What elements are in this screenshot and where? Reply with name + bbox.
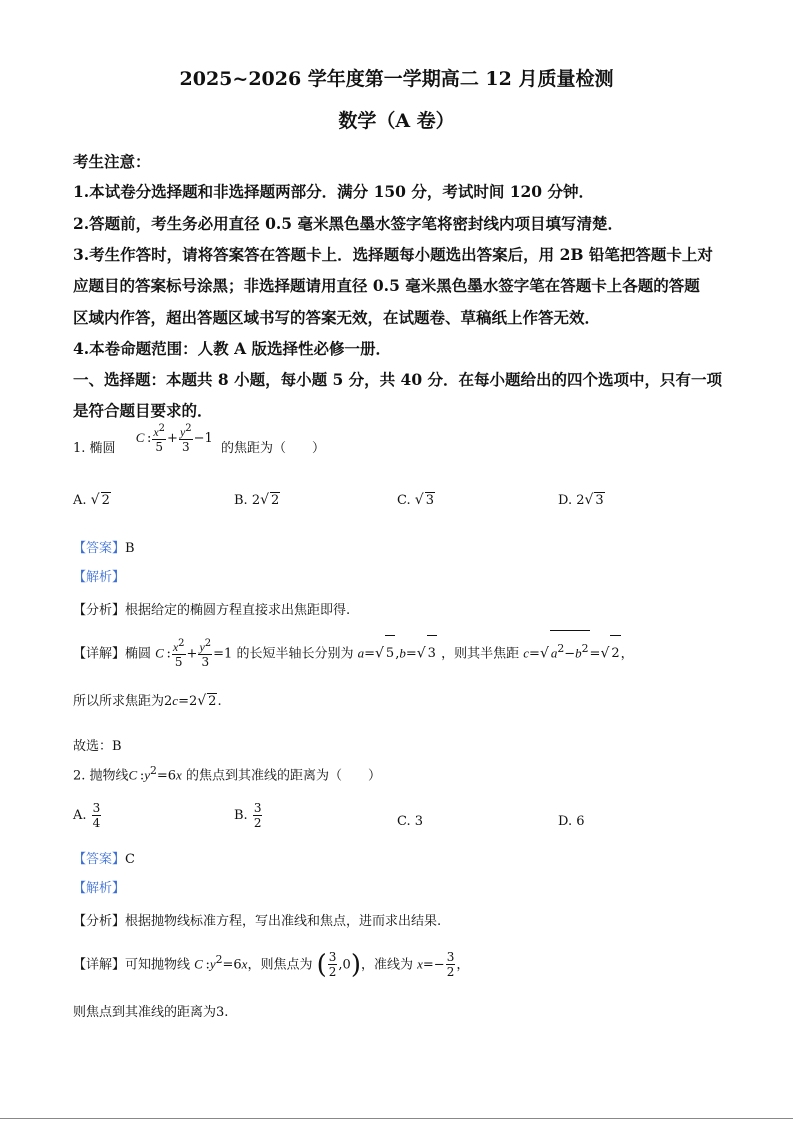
answer-tag: 【答案】 — [73, 852, 126, 867]
q1-fenxi: 【分析】根据给定的椭圆方程直接求出焦距即得. — [73, 603, 351, 618]
q2-option-a: A. $\frac{3}{4}$ — [73, 801, 101, 830]
q1-xiangjie: 【详解】椭圆 C : $\frac{x^2}{5}$ + $\frac{y^2}{3}$ =1 的长短半轴长分别为 a=√ 5,b=√ 3 ，则其半焦距 c=√ $a^2-b^2=√$ 2， — [73, 630, 634, 666]
q1-result: 所以所求焦距为2c=2√ 2. — [73, 693, 222, 709]
q2-option-d: D. 6 — [558, 814, 585, 829]
q1-suffix: 的焦距为（ ） — [220, 441, 325, 456]
notice-item-3-line-1: 3.考生作答时，请将答案答在答题卡上．选择题每小题选出答案后，用 2B 铅笔把答题卡上对 — [73, 245, 713, 264]
q1-stem — [73, 423, 325, 468]
q1-prefix: 1. 椭圆 — [73, 441, 116, 456]
q1-option-d: D. 2√ 3 — [558, 492, 604, 508]
q2-option-b: B. $\frac{3}{2}$ — [234, 801, 262, 830]
section-heading-line-1: 一、选择题：本题共 8 小题，每小题 5 分，共 40 分．在每小题给出的四个选项中，只有一项 — [73, 370, 723, 389]
q1-option-a: A. √ 2 — [73, 492, 110, 508]
notice-item-3-line-3: 区域内作答，超出答题区域书写的答案无效，在试题卷、草稿纸上作答无效． — [73, 308, 601, 327]
q2-xiangjie: 【详解】可知抛物线 C $:y^2=6x$，则焦点为 ( $\frac{3}{2}$ ,0)，准线为 x=− $\frac{3}{2}$ ， — [73, 949, 470, 980]
notice-item-3-line-2: 应题目的答案标号涂黑；非选择题请用直径 0.5 毫米黑色墨水签字笔在答题卡上各题的答题 — [73, 276, 700, 295]
q1-answer: 【答案】B — [73, 541, 135, 556]
answer-tag: 【答案】 — [73, 541, 126, 556]
q2-result: 则焦点到其准线的距离为3. — [73, 1005, 229, 1020]
q2-answer: 【答案】C — [73, 852, 135, 867]
notice-item-4: 4.本卷命题范围：人教 A 版选择性必修一册． — [73, 339, 392, 358]
q1-option-c: C. √ 3 — [397, 492, 434, 508]
q2-option-c: C. 3 — [397, 814, 424, 829]
q1-choose: 故选：B — [73, 739, 122, 754]
section-heading-line-2: 是符合题目要求的． — [73, 401, 213, 420]
q1-analysis-tag: 【解析】 — [73, 570, 126, 585]
page-bottom-divider — [0, 1118, 793, 1119]
exam-subtitle: 数学（A 卷） — [338, 110, 455, 132]
q1-ellipse-formula: C : $\frac{x^2}{5}$ + $\frac{y^2}{3}$ −1 — [135, 423, 213, 454]
exam-title: 2025~2026 学年度第一学期高二 12 月质量检测 — [179, 68, 614, 90]
notice-item-1: 1.本试卷分选择题和非选择题两部分．满分 150 分，考试时间 120 分钟． — [73, 182, 594, 201]
notice-heading: 考生注意： — [73, 152, 151, 171]
q1-option-b: B. 2√ 2 — [234, 492, 280, 508]
notice-item-2: 2.答题前，考生务必用直径 0.5 毫米黑色墨水签字笔将密封线内项目填写清楚． — [73, 214, 623, 233]
q2-stem: 2. 抛物线C $:y^2=6x$ 的焦点到其准线的距离为（ ） — [73, 764, 381, 784]
q2-fenxi: 【分析】根据抛物线标准方程，写出准线和焦点，进而求出结果. — [73, 914, 442, 929]
q2-analysis-tag: 【解析】 — [73, 881, 126, 896]
